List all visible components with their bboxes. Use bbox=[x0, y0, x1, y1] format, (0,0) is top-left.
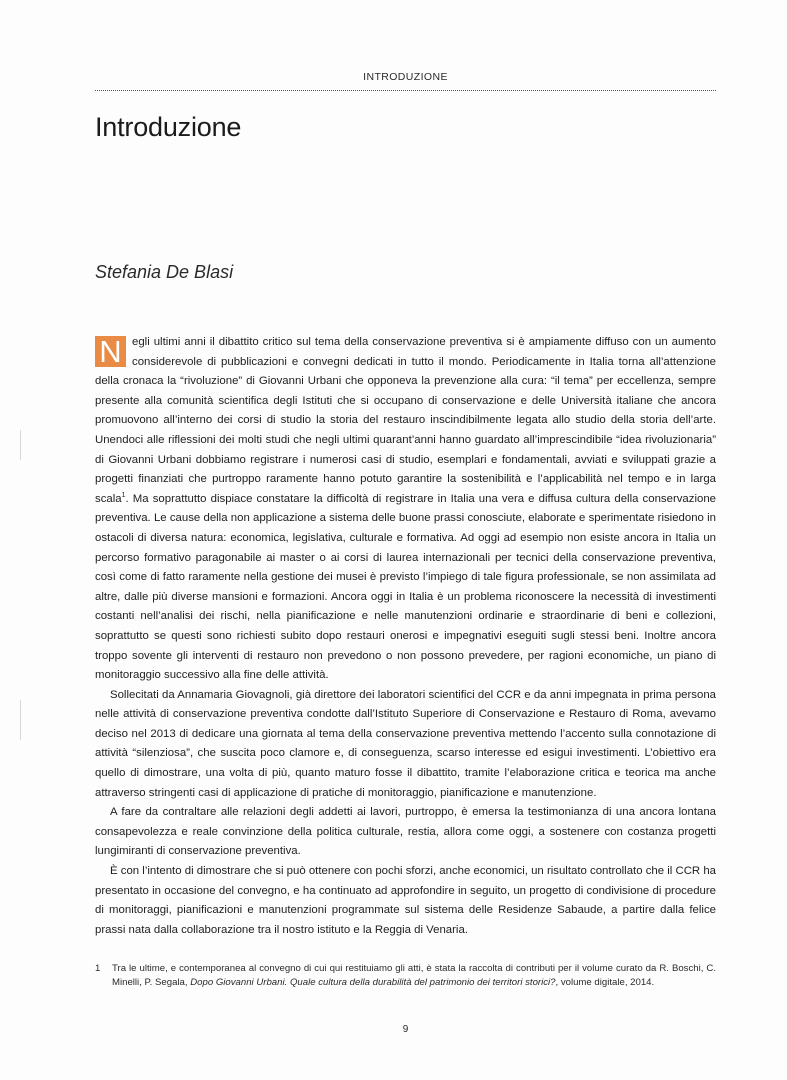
footnote bbox=[95, 962, 716, 990]
paragraph-3: A fare da contraltare alle relazioni degli addetti ai lavori, purtroppo, è emersa la testimonianza di una ancora lontana consapevolezza e reale convinzione della politica culturale, restia, allora come oggi, a sostenere con costanza progetti lungimiranti di conservazione preventiva. bbox=[95, 806, 716, 858]
scan-artifact bbox=[20, 430, 21, 460]
paragraph-1-text-a: egli ultimi anni il dibattito critico sul tema della conservazione preventiva si è ampiamente diffuso con un aumento considerevole di pubblicazioni e convegni dedicati in tutto il mondo. Periodicamente in Italia torna all’attenzione della cronaca la “rivoluzione” di Giovanni Urbani che opponeva la prevenzione alla cura: “il tema” per eccellenza, sempre presente alla comunità scientifica degli Istituti che si occupano di conservazione e delle Università italiane che ancora promuovono all’interno dei corsi di studio la storia del restauro inscindibilmente legata allo studio della storia dell’arte. Unendoci alle riflessioni dei molti studi che negli ultimi quarant’anni hanno guardato all’imprescindibile “idea rivoluzionaria” di Giovanni Urbani dobbiamo registrare i numerosi casi di studio, esemplari e fondamentali, avviati e sviluppati grazie a progetti finanziati che purtroppo raramente hanno potuto garantire la sostenibilità e l’applicabilità nel tempo e in larga scala bbox=[95, 336, 716, 505]
footnote-text-a: Tra le ultime, e contemporanea al convegno di cui qui restituiamo gli atti, è stata la raccolta di contributi per il volume curato da R. Boschi, C. Minelli, P. Segala, bbox=[112, 963, 716, 988]
scan-artifact bbox=[20, 700, 21, 740]
footnote-cited-title: Dopo Giovanni Urbani. Quale cultura della durabilità del patrimonio dei territori storici? bbox=[190, 977, 556, 988]
paragraph-1 bbox=[95, 333, 716, 686]
paragraph-4: È con l’intento di dimostrare che si può ottenere con pochi sforzi, anche economici, un risultato controllato che il CCR ha presentato in occasione del convegno, e ha continuato ad approfondire in seguito, un progetto di condivisione di procedure di monitoraggi, pianificazioni e manutenzioni programmate sul sistema delle Residenze Sabaude, a partire dalla felice prassi nata dalla collaborazione tra il nostro istituto e la Reggia di Venaria. bbox=[95, 865, 716, 936]
paragraph-2: Sollecitati da Annamaria Giovagnoli, già direttore dei laboratori scientifici del CCR e da anni impegnata in prima persona nelle attività di conservazione preventiva condotte dall’Istituto Superiore di Conservazione e Restauro di Roma, avevamo deciso nel 2013 di dedicare una giornata al tema della conservazione preventiva mettendo l’accento sulla connotazione di attività “silenziosa”, che suscita poco clamore e, di conseguenza, scarso interesse ed esigui investimenti. L’obiettivo era quello di dimostrare, una volta di più, quanto maturo fosse il dibattito, tramite l’elaborazione critica e teorica ma anche attraverso stringenti casi di applicazione di pratiche di monitoraggio, pianificazione e manutenzione. bbox=[95, 688, 716, 799]
author-name: Stefania De Blasi bbox=[95, 262, 234, 282]
body-text bbox=[95, 333, 716, 940]
paragraph-1-text-b: . Ma soprattutto dispiace constatare la difficoltà di registrare in Italia una vera e diffusa cultura della conservazione preventiva. Le cause della non applicazione a sistema delle buone prassi conosciute, elaborate e sperimentate risiedono in ostacoli di diversa natura: economica, legislativa, culturale e formativa. Ad oggi ad esempio non esiste ancora in Italia un percorso formativo paragonabile ai master o ai corsi di laurea internazionali per tecnici della conservazione preventiva, così come di fatto raramente nella gestione dei musei è previsto l’impiego di tale figura professionale, se non assimilata ad altre, dalle più diverse mansioni e formazioni. Ancora oggi in Italia è un problema riconoscere la necessità di investimenti costanti nell’analisi dei rischi, nella pianificazione e nelle manutenzioni ordinarie e straordinarie di beni e collezioni, soprattutto se questi sono richiesti subito dopo restauri onerosi e impegnativi eseguiti sugli stessi beni. Inoltre ancora troppo sovente gli interventi di restauro non prevedono o non possono prevedere, per ragioni economiche, un piano di monitoraggio successivo alla fine delle attività. bbox=[95, 492, 716, 682]
chapter-title: Introduzione bbox=[95, 112, 242, 142]
footnote-text-b: , volume digitale, 2014. bbox=[555, 977, 655, 988]
footnote-number: 1 bbox=[95, 963, 101, 974]
footnote-reference[interactable]: 1 bbox=[121, 491, 126, 499]
running-header: INTRODUZIONE bbox=[363, 71, 448, 83]
page-number: 9 bbox=[402, 1024, 409, 1035]
header-dotted-rule bbox=[95, 90, 716, 91]
drop-cap: N bbox=[95, 336, 126, 367]
footnote-text bbox=[112, 962, 716, 990]
